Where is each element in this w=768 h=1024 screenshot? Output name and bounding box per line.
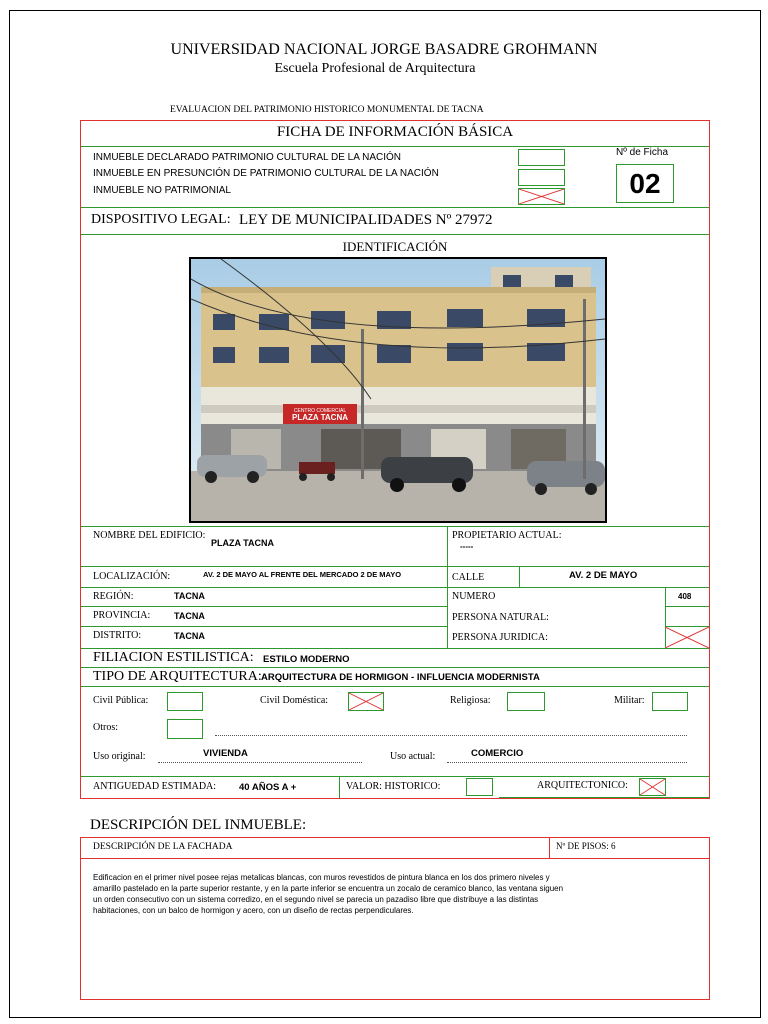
ficha-title: FICHA DE INFORMACIÓN BÁSICA (276, 124, 514, 140)
building-illustration (191, 259, 605, 521)
distrito-label: DISTRITO: (93, 630, 142, 641)
filiacion-label: FILIACION ESTILISTICA: (93, 650, 254, 665)
persona-natural-label: PERSONA NATURAL: (452, 612, 549, 623)
otros-field-line[interactable] (215, 735, 687, 736)
descripcion-frame (80, 837, 710, 1000)
fachada-text-line-4: habitaciones, con un balco de hormigon y acero, con un diseño de rectas perpendiculares. (93, 906, 414, 915)
x-mark-icon (665, 627, 709, 648)
divider (519, 566, 520, 587)
x-mark-icon (640, 779, 665, 795)
provincia-value: TACNA (174, 611, 205, 621)
civil-domestica-checkbox-checked[interactable] (348, 692, 384, 711)
descripcion-title: DESCRIPCIÓN DEL INMUEBLE: (90, 817, 307, 833)
divider (81, 207, 709, 208)
ficha-number-label: Nº de Ficha (616, 147, 669, 158)
building-photo (189, 257, 607, 523)
civil-domestica-label: Civil Doméstica: (260, 695, 329, 706)
divider (81, 776, 709, 777)
divider (665, 606, 709, 607)
calle-label: CALLE (452, 572, 485, 583)
region-value: TACNA (174, 591, 205, 601)
sign-line-2: PLAZA TACNA (292, 413, 348, 422)
university-title: UNIVERSIDAD NACIONAL JORGE BASADRE GROHMANN (170, 41, 598, 58)
antiguedad-value: 40 AÑOS A + (239, 782, 297, 793)
propietario-label: PROPIETARIO ACTUAL: (452, 530, 562, 541)
identificacion-title: IDENTIFICACIÓN (342, 239, 448, 254)
distrito-value: TACNA (174, 631, 205, 641)
evaluation-title: EVALUACION DEL PATRIMONIO HISTORICO MONUMENTAL DE TACNA (170, 105, 484, 115)
divider (81, 234, 709, 235)
divider (81, 648, 709, 649)
uso-original-label: Uso original: (93, 751, 146, 762)
divider (81, 667, 709, 668)
militar-label: Militar: (614, 695, 645, 706)
nombre-edificio-label: NOMBRE DEL EDIFICIO: (93, 530, 206, 541)
persona-juridica-label: PERSONA JURIDICA: (452, 632, 548, 643)
civil-publica-checkbox[interactable] (167, 692, 203, 711)
calle-value: AV. 2 DE MAYO (569, 570, 638, 581)
presuncion-checkbox[interactable] (518, 169, 565, 186)
arquitectonico-checkbox-checked[interactable] (639, 778, 666, 796)
pisos-label: Nº DE PISOS: 6 (556, 841, 616, 851)
option-no-patrimonial-label: INMUEBLE NO PATRIMONIAL (93, 185, 231, 196)
provincia-label: PROVINCIA: (93, 610, 151, 621)
school-subtitle: Escuela Profesional de Arquitectura (274, 61, 476, 76)
tipo-label: TIPO DE ARQUITECTURA: (93, 669, 262, 684)
religiosa-checkbox[interactable] (507, 692, 545, 711)
divider (81, 146, 709, 147)
fachada-label: DESCRIPCIÓN DE LA FACHADA (93, 842, 233, 852)
divider (81, 566, 709, 567)
divider (81, 686, 709, 687)
uso-original-value: VIVIENDA (203, 748, 248, 759)
option-presuncion-label: INMUEBLE EN PRESUNCIÓN DE PATRIMONIO CULTURAL DE LA NACIÓN (93, 168, 439, 179)
civil-publica-label: Civil Pública: (93, 695, 149, 706)
numero-value: 408 (678, 592, 692, 601)
uso-actual-line (447, 762, 687, 763)
historico-checkbox[interactable] (466, 778, 493, 796)
antiguedad-label: ANTIGUEDAD ESTIMADA: (93, 781, 217, 792)
uso-actual-value: COMERCIO (471, 748, 524, 759)
divider (549, 838, 550, 858)
fachada-text-line-1: Edificacion en el primer nivel posee rejas metalicas blancas, con muros revestidos de pintura blanca en los dos primero niveles y (93, 873, 550, 882)
no-patrimonial-checkbox-checked[interactable] (518, 188, 565, 205)
dispositivo-label: DISPOSITIVO LEGAL: (91, 212, 231, 227)
nombre-edificio-value: PLAZA TACNA (211, 538, 274, 548)
propietario-value: ----- (460, 542, 474, 551)
otros-checkbox[interactable] (167, 719, 203, 739)
arquitectonico-label: ARQUITECTONICO: (537, 780, 628, 791)
ficha-number-value: 02 (629, 168, 661, 199)
divider (81, 606, 447, 607)
sign-line-1: CENTRO COMERCIAL (293, 408, 347, 414)
divider (81, 587, 709, 588)
x-mark-icon (349, 693, 383, 710)
divider (447, 566, 448, 648)
militar-checkbox[interactable] (652, 692, 688, 711)
divider (81, 526, 709, 527)
divider (81, 858, 709, 859)
fachada-text-line-3: un orden consecutivo con un sistema corredizo, en el segundo nivel se parecia un pazadiso libre que distribuye a las distintas (93, 895, 539, 904)
dispositivo-value: LEY DE MUNICIPALIDADES Nº 27972 (239, 212, 493, 228)
numero-label: NUMERO (452, 591, 496, 602)
divider (339, 776, 340, 798)
fachada-text-line-2: amarillo pastelado en la parte superior restante, y en la parte inferior se encuentra un zocalo de ceramico blanco, las ventana siguen (93, 884, 564, 893)
divider (81, 626, 447, 627)
ficha-number-box (616, 164, 674, 203)
divider (447, 527, 448, 566)
divider (499, 797, 709, 798)
option-declarado-label: INMUEBLE DECLARADO PATRIMONIO CULTURAL DE LA NACIÓN (93, 152, 402, 163)
uso-actual-label: Uso actual: (390, 751, 436, 762)
tipo-value: ARQUITECTURA DE HORMIGON - INFLUENCIA MODERNISTA (261, 672, 540, 683)
region-label: REGIÓN: (93, 591, 134, 602)
x-mark-icon (519, 189, 564, 204)
localizacion-label: LOCALIZACIÓN: (93, 571, 171, 582)
persona-juridica-checkbox-checked[interactable] (665, 627, 709, 648)
uso-original-line (158, 762, 362, 763)
declarado-checkbox[interactable] (518, 149, 565, 166)
otros-label: Otros: (93, 722, 118, 733)
filiacion-value: ESTILO MODERNO (263, 654, 350, 665)
religiosa-label: Religiosa: (450, 695, 491, 706)
valor-historico-label: VALOR: HISTORICO: (346, 781, 441, 792)
localizacion-value: AV. 2 DE MAYO AL FRENTE DEL MERCADO 2 DE MAYO (203, 570, 402, 579)
